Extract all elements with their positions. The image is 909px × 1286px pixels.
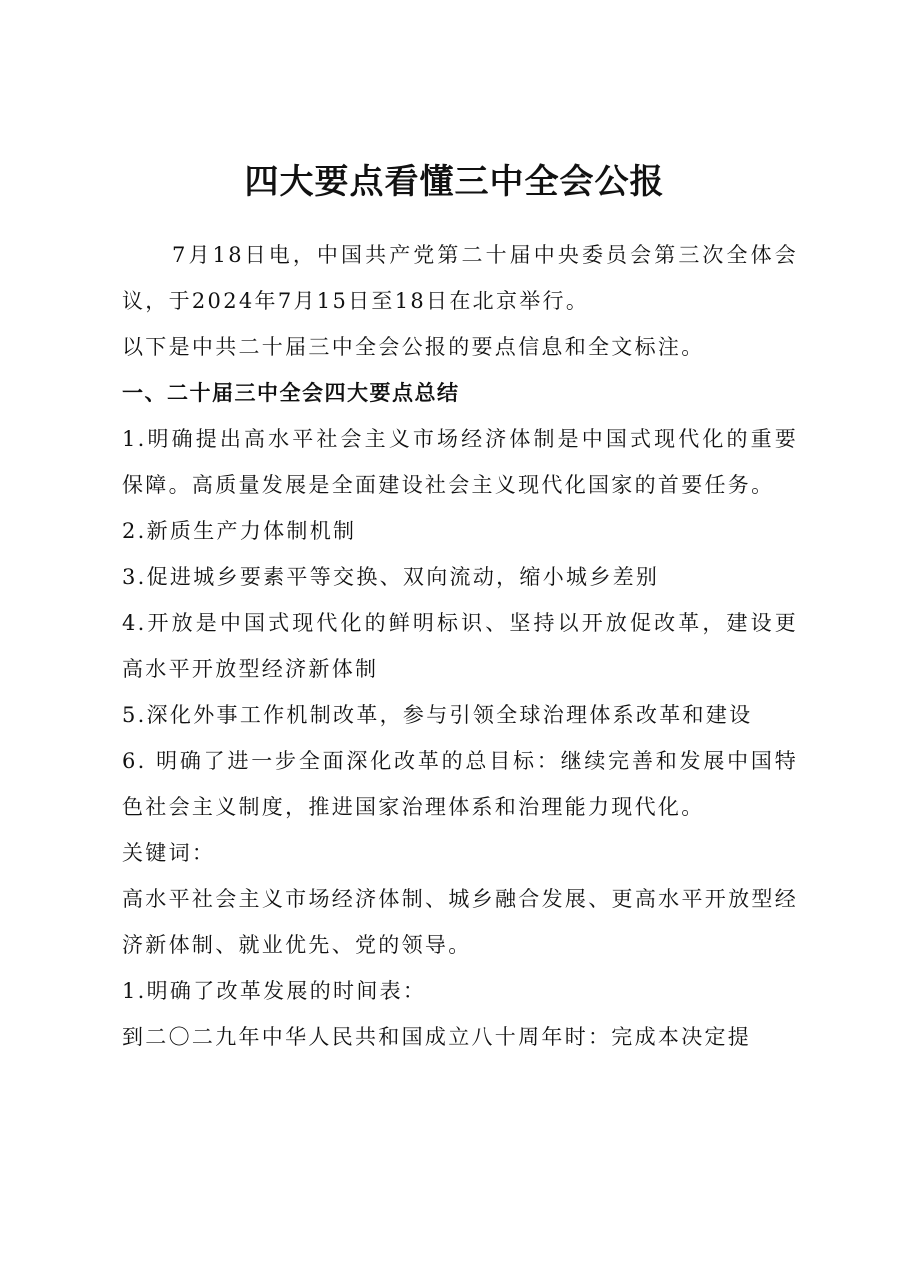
timeline-paragraph: 到二〇二九年中华人民共和国成立八十周年时：完成本决定提 — [122, 1025, 752, 1049]
section-heading: 一、二十届三中全会四大要点总结 — [122, 381, 460, 405]
keywords-label: 关键词： — [122, 841, 216, 865]
point-4-paragraph: 4.开放是中国式现代化的鲜明标识、坚持以开放促改革，建设更高水平开放型经济新体制 — [122, 611, 798, 681]
point-6-paragraph: 6. 明确了进一步全面深化改革的总目标：继续完善和发展中国特色社会主义制度，推进国家治理体系和治理能力现代化。 — [122, 749, 798, 819]
document-title: 四大要点看懂三中全会公报 — [244, 162, 665, 202]
point-3-paragraph: 3.促进城乡要素平等交换、双向流动，缩小城乡差别 — [122, 565, 660, 589]
timeline-heading: 1.明确了改革发展的时间表： — [122, 979, 427, 1003]
intro-paragraph: 7月18日电，中国共产党第二十届中央委员会第三次全体会议，于2024年7月15日至18日在北京举行。 — [122, 243, 798, 313]
lead-paragraph: 以下是中共二十届三中全会公报的要点信息和全文标注。 — [122, 335, 705, 359]
document-body — [122, 232, 798, 1060]
point-5-paragraph: 5.深化外事工作机制改革，参与引领全球治理体系改革和建设 — [122, 703, 753, 727]
keywords-paragraph: 高水平社会主义市场经济体制、城乡融合发展、更高水平开放型经济新体制、就业优先、党的领导。 — [122, 887, 798, 957]
point-2-paragraph: 2.新质生产力体制机制 — [122, 519, 357, 543]
point-1-paragraph: 1.明确提出高水平社会主义市场经济体制是中国式现代化的重要保障。高质量发展是全面建设社会主义现代化国家的首要任务。 — [122, 427, 798, 497]
